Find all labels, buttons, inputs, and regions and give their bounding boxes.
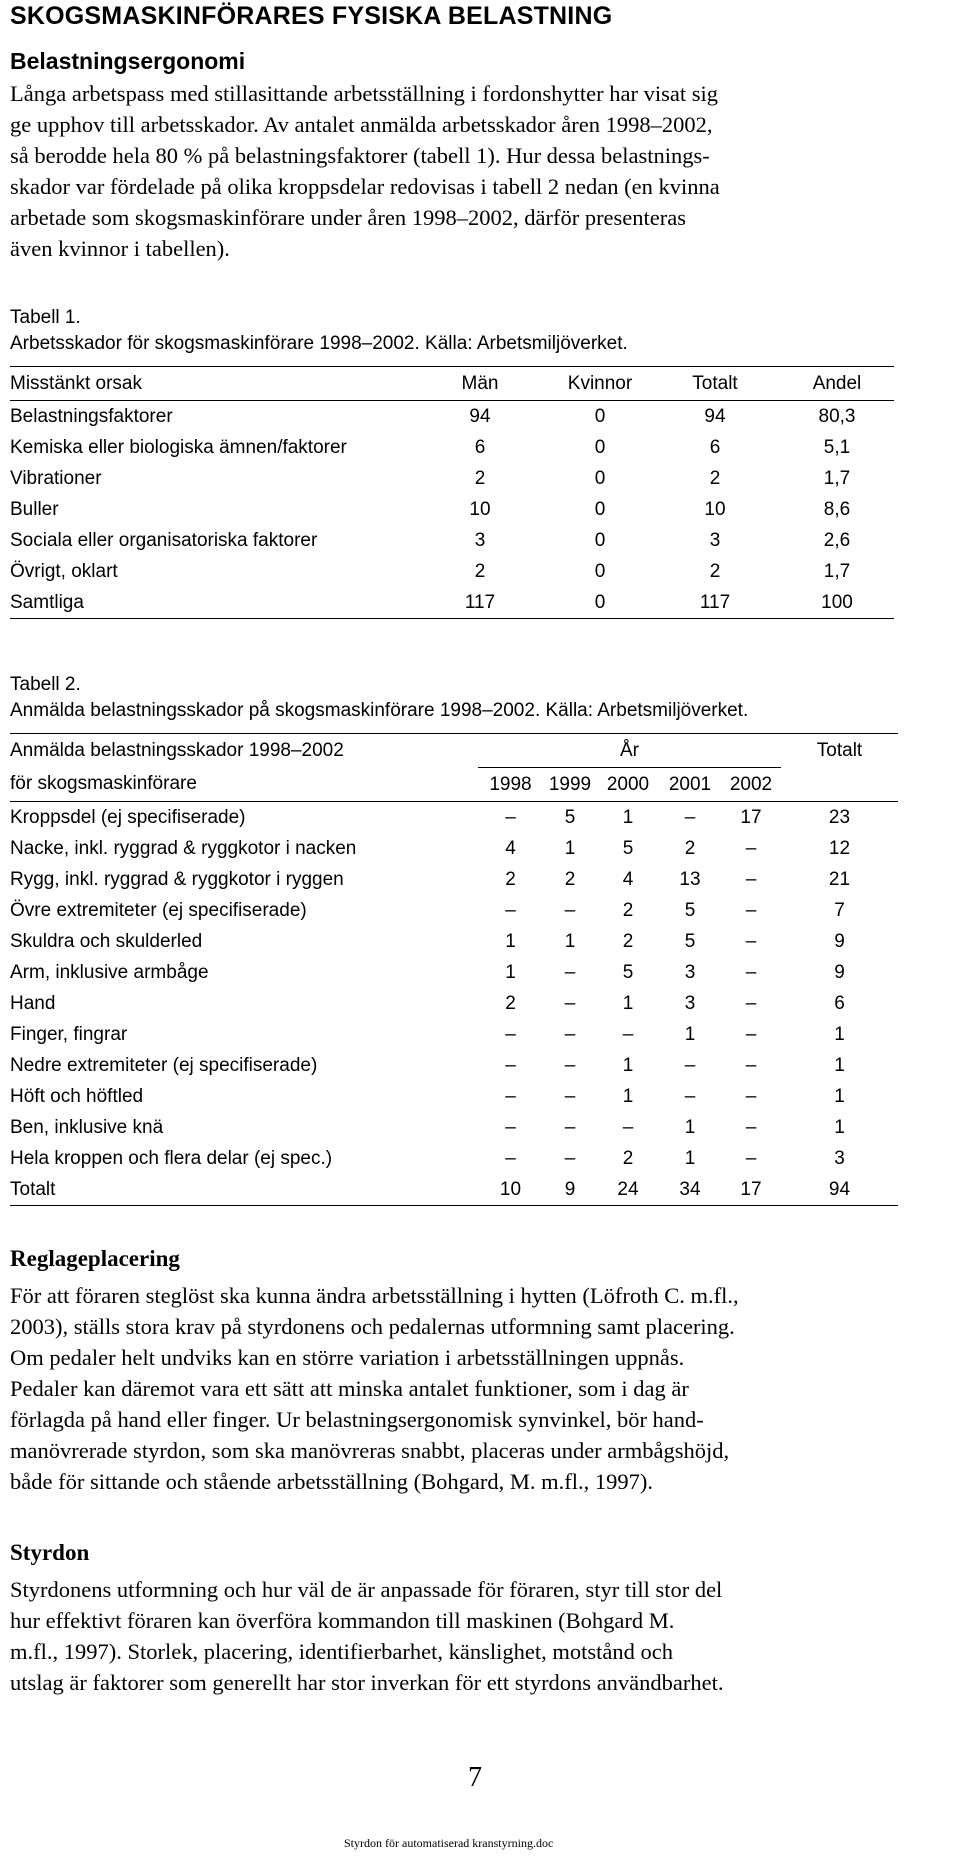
- table-cell: Skuldra och skulderled: [10, 930, 203, 952]
- paragraph-line: m.fl., 1997). Storlek, placering, identifierbarhet, känslighet, motstånd och: [10, 1639, 673, 1664]
- table-cell: –: [745, 899, 757, 921]
- table-cell: –: [505, 1116, 516, 1138]
- table-cell: –: [745, 868, 757, 890]
- table-cell: –: [745, 837, 757, 859]
- table-cell: 2: [474, 560, 486, 582]
- table-cell: 117: [650, 587, 780, 619]
- table-cell: 2: [505, 868, 516, 890]
- table-cell: 10: [469, 498, 491, 520]
- table-cell: 94: [469, 405, 491, 427]
- table-cell: 9: [543, 1174, 597, 1206]
- table-cell: –: [684, 1054, 696, 1076]
- table1: [10, 366, 894, 619]
- table-cell: 5,1: [823, 436, 851, 458]
- table-row: [10, 1050, 898, 1081]
- table2-header-row: [10, 734, 898, 768]
- table-cell: Övre extremiteter (ej specifiserade): [10, 899, 307, 921]
- table-row: [10, 1112, 898, 1143]
- table-cell: Belastningsfaktorer: [10, 405, 173, 427]
- table2-year-group-header: År: [478, 734, 781, 768]
- table-cell: –: [745, 992, 757, 1014]
- table-cell: 1: [505, 961, 516, 983]
- paragraph-line: både för sittande och stående arbetsställning (Bohgard, M. m.fl., 1997).: [10, 1469, 653, 1494]
- table-cell: 10: [704, 498, 726, 520]
- table-cell: 9: [834, 930, 845, 952]
- table1-label: Tabell 1.: [10, 307, 81, 328]
- table-cell: 21: [828, 868, 851, 890]
- table-cell: –: [745, 961, 757, 983]
- table-cell: 117: [410, 587, 550, 619]
- table-row: [10, 525, 894, 556]
- table1-header-cell: Kvinnor: [550, 367, 650, 401]
- table-cell: Övrigt, oklart: [10, 560, 118, 582]
- table2-header-cell: [781, 768, 898, 802]
- table-cell: 5: [684, 930, 696, 952]
- table-cell: 34: [659, 1174, 721, 1206]
- table-cell: 0: [594, 467, 606, 489]
- table-cell: 1: [564, 837, 576, 859]
- section-subtitle: Belastningsergonomi: [10, 48, 246, 74]
- table-cell: 3: [684, 992, 696, 1014]
- table-cell: 2: [622, 899, 634, 921]
- intro-line: skador var fördelade på olika kroppsdelar redovisas i tabell 2 nedan (en kvinna: [10, 174, 720, 199]
- paragraph-line: Om pedaler helt undviks kan en större variation i arbetsställningen uppnås.: [10, 1345, 685, 1370]
- table-cell: 0: [594, 560, 606, 582]
- table-cell: –: [564, 1147, 576, 1169]
- table-cell: –: [564, 1023, 576, 1045]
- table-cell: Hand: [10, 992, 56, 1014]
- table2-header-cell: Anmälda belastningsskador 1998–2002: [10, 734, 478, 768]
- table-row: [10, 988, 898, 1019]
- table1-header-cell: Misstänkt orsak: [10, 367, 410, 401]
- table-row: [10, 1081, 898, 1112]
- table-cell: Sociala eller organisatoriska faktorer: [10, 529, 318, 551]
- styrdon-paragraph: [10, 1574, 724, 1698]
- table-cell: 94: [781, 1174, 898, 1206]
- table-cell: 1: [622, 992, 634, 1014]
- table-cell: –: [505, 1147, 516, 1169]
- table-cell: 1: [622, 1054, 634, 1076]
- page-number: 7: [468, 1762, 482, 1793]
- table-cell: 8,6: [823, 498, 851, 520]
- table-cell: Arm, inklusive armbåge: [10, 961, 209, 983]
- table1-header-cell: Män: [410, 367, 550, 401]
- table-cell: 4: [505, 837, 516, 859]
- table-cell: –: [564, 1116, 576, 1138]
- table-cell: 6: [834, 992, 845, 1014]
- table-cell: 1: [622, 806, 634, 828]
- table-cell: 3: [474, 529, 486, 551]
- table-cell: 0: [594, 405, 606, 427]
- table-cell: –: [622, 1116, 634, 1138]
- table-cell: Totalt: [10, 1174, 478, 1206]
- table-cell: 1: [505, 930, 516, 952]
- table-cell: 0: [594, 498, 606, 520]
- table2-header-cell: för skogsmaskinförare: [10, 768, 478, 802]
- table-cell: 4: [622, 868, 634, 890]
- table-row: [10, 864, 898, 895]
- table-cell: 1: [622, 1085, 634, 1107]
- table1-header-cell: Andel: [780, 367, 894, 401]
- table-cell: –: [745, 1054, 757, 1076]
- table2-year-cell: 2002: [721, 768, 781, 802]
- table-cell: –: [684, 1085, 696, 1107]
- table2-header-row: [10, 768, 898, 802]
- table-cell: –: [505, 1085, 516, 1107]
- table-cell: Ben, inklusive knä: [10, 1116, 164, 1138]
- table-cell: Nedre extremiteter (ej specifiserade): [10, 1054, 318, 1076]
- table-cell: 3: [709, 529, 721, 551]
- intro-paragraph: [10, 78, 720, 264]
- table-cell: 6: [474, 436, 486, 458]
- table-cell: –: [564, 961, 576, 983]
- table-cell: –: [622, 1023, 634, 1045]
- table-cell: 1: [564, 930, 576, 952]
- table-row: [10, 957, 898, 988]
- paragraph-line: hur effektivt föraren kan överföra kommandon till maskinen (Bohgard M.: [10, 1608, 675, 1633]
- table-cell: –: [745, 1116, 757, 1138]
- intro-line: Långa arbetspass med stillasittande arbetsställning i fordonshytter har visat sig: [10, 81, 718, 106]
- table-cell: Nacke, inkl. ryggrad & ryggkotor i nacken: [10, 837, 357, 859]
- table-cell: –: [745, 930, 757, 952]
- section-heading-reglageplacering: Reglageplacering: [10, 1246, 180, 1271]
- table-cell: Samtliga: [10, 587, 410, 619]
- table-cell: 6: [709, 436, 721, 458]
- table-row: [10, 494, 894, 525]
- table-cell: 23: [828, 806, 851, 828]
- table-cell: 2: [474, 467, 486, 489]
- table2-year-cell: 2001: [659, 768, 721, 802]
- table1-header-cell: Totalt: [650, 367, 780, 401]
- table2: [10, 733, 898, 1206]
- table-row: [10, 587, 894, 619]
- table-row: [10, 463, 894, 494]
- table-cell: 94: [704, 405, 726, 427]
- table-row: [10, 432, 894, 463]
- table-cell: 5: [564, 806, 576, 828]
- table-cell: Vibrationer: [10, 467, 102, 489]
- intro-line: även kvinnor i tabellen).: [10, 236, 230, 261]
- table-cell: 5: [622, 837, 634, 859]
- table-cell: –: [684, 806, 696, 828]
- table-cell: 1: [834, 1023, 845, 1045]
- paragraph-line: utslag är faktorer som generellt har stor inverkan för ett styrdons användbarhet.: [10, 1670, 724, 1695]
- table-cell: 5: [622, 961, 634, 983]
- table2-caption: Anmälda belastningsskador på skogsmaskinförare 1998–2002. Källa: Arbetsmiljöverket.: [10, 700, 749, 721]
- table-cell: –: [564, 992, 576, 1014]
- table-cell: Hela kroppen och flera delar (ej spec.): [10, 1147, 333, 1169]
- paragraph-line: 2003), ställs stora krav på styrdonens och pedalernas utformning samt placering.: [10, 1314, 735, 1339]
- intro-line: ge upphov till arbetsskador. Av antalet anmälda arbetsskador åren 1998–2002,: [10, 112, 713, 137]
- table-cell: Rygg, inkl. ryggrad & ryggkotor i ryggen: [10, 868, 344, 890]
- table-cell: –: [745, 1023, 757, 1045]
- table-cell: –: [745, 1147, 757, 1169]
- table2-label: Tabell 2.: [10, 674, 81, 695]
- document-footer: Styrdon för automatiserad kranstyrning.doc: [344, 1836, 554, 1850]
- table-row: [10, 833, 898, 864]
- table-cell: –: [505, 806, 516, 828]
- table-cell: Höft och höftled: [10, 1085, 144, 1107]
- paragraph-line: manövrerade styrdon, som ska manövreras snabbt, placeras under armbågshöjd,: [10, 1438, 730, 1463]
- table-cell: 3: [684, 961, 696, 983]
- table-cell: 0: [594, 529, 606, 551]
- table-cell: 13: [679, 868, 701, 890]
- table-cell: 2,6: [823, 529, 851, 551]
- table-cell: 2: [709, 467, 721, 489]
- table-cell: 17: [740, 806, 762, 828]
- table-cell: 1: [834, 1085, 845, 1107]
- paragraph-line: Pedaler kan däremot vara ett sätt att minska antalet funktioner, som i dag är: [10, 1376, 689, 1401]
- table-cell: –: [564, 1054, 576, 1076]
- table-cell: 0: [594, 436, 606, 458]
- table1-header-row: [10, 367, 894, 401]
- page-title: SKOGSMASKINFÖRARES FYSISKA BELASTNING: [10, 2, 613, 30]
- table-cell: –: [505, 1054, 516, 1076]
- table-cell: 2: [709, 560, 721, 582]
- table-cell: –: [564, 1085, 576, 1107]
- table-cell: Kemiska eller biologiska ämnen/faktorer: [10, 436, 347, 458]
- table-cell: 12: [828, 837, 851, 859]
- table-cell: 1: [684, 1116, 696, 1138]
- table-cell: 1: [684, 1147, 696, 1169]
- table-cell: 24: [597, 1174, 659, 1206]
- section-heading-styrdon: Styrdon: [10, 1540, 90, 1565]
- table-row: [10, 401, 894, 433]
- table-cell: Buller: [10, 498, 59, 520]
- paragraph-line: För att föraren steglöst ska kunna ändra arbetsställning i hytten (Löfroth C. m.fl.,: [10, 1283, 739, 1308]
- table-cell: –: [564, 899, 576, 921]
- table2-year-cell: 1999: [543, 768, 597, 802]
- table-cell: 17: [721, 1174, 781, 1206]
- table-row: [10, 926, 898, 957]
- table-cell: 1,7: [823, 467, 851, 489]
- table-cell: 3: [834, 1147, 845, 1169]
- intro-line: arbetade som skogsmaskinförare under åren 1998–2002, därför presenteras: [10, 205, 687, 230]
- intro-line: så berodde hela 80 % på belastningsfaktorer (tabell 1). Hur dessa belastnings-: [10, 143, 710, 168]
- table-row: [10, 1174, 898, 1206]
- table2-year-cell: 2000: [597, 768, 659, 802]
- table-cell: 5: [684, 899, 696, 921]
- table-cell: –: [505, 1023, 516, 1045]
- table-cell: 2: [564, 868, 576, 890]
- table-cell: 2: [684, 837, 696, 859]
- table-row: [10, 895, 898, 926]
- table-cell: 2: [622, 930, 634, 952]
- table2-year-cell: 1998: [478, 768, 543, 802]
- table-cell: 0: [550, 587, 650, 619]
- table-cell: 2: [505, 992, 516, 1014]
- table-row: [10, 1143, 898, 1174]
- table-cell: –: [505, 899, 516, 921]
- table-row: [10, 556, 894, 587]
- table1-caption: Arbetsskador för skogsmaskinförare 1998–2002. Källa: Arbetsmiljöverket.: [10, 333, 628, 354]
- table-cell: –: [745, 1085, 757, 1107]
- table-cell: 100: [780, 587, 894, 619]
- table-cell: 1,7: [823, 560, 851, 582]
- reglage-paragraph: [10, 1280, 739, 1497]
- table-cell: 80,3: [818, 405, 856, 427]
- table-cell: Kroppsdel (ej specifiserade): [10, 806, 246, 828]
- table-cell: 1: [834, 1054, 845, 1076]
- table-cell: Finger, fingrar: [10, 1023, 128, 1045]
- table-cell: 1: [834, 1116, 845, 1138]
- table-cell: 7: [834, 899, 845, 921]
- table-cell: 9: [834, 961, 845, 983]
- paragraph-line: förlagda på hand eller finger. Ur belastningsergonomisk synvinkel, bör hand-: [10, 1407, 704, 1432]
- table2-header-cell: Totalt: [781, 734, 898, 768]
- table-cell: 1: [684, 1023, 696, 1045]
- table-cell: 2: [622, 1147, 634, 1169]
- table-row: [10, 802, 898, 834]
- table-cell: 10: [478, 1174, 543, 1206]
- table-row: [10, 1019, 898, 1050]
- paragraph-line: Styrdonens utformning och hur väl de är anpassade för föraren, styr till stor del: [10, 1577, 723, 1602]
